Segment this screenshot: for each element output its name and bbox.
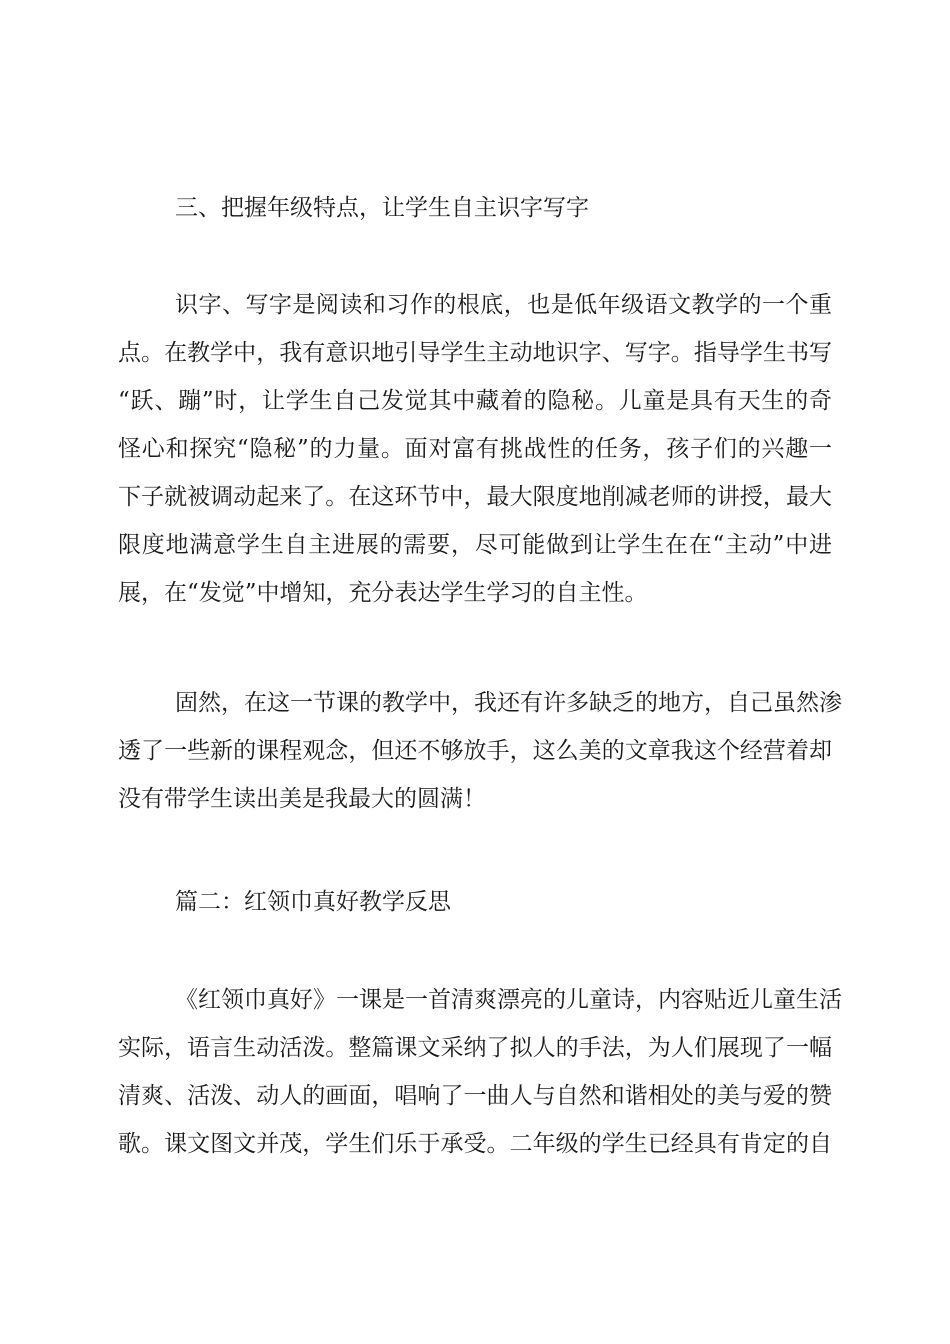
- paragraph-line: 下子就被调动起来了。在这环节中，最大限度地削减老师的讲授，最大: [118, 484, 832, 510]
- paragraph-line: 怪心和探究“隐秘”的力量。面对富有挑战性的任务，孩子们的兴趣一: [118, 436, 832, 462]
- paragraph-line: 点。在教学中，我有意识地引导学生主动地识字、写字。指导学生书写: [118, 340, 832, 366]
- paragraph-line: “跃、蹦”时，让学生自己发觉其中藏着的隐秘。儿童是具有天生的奇: [118, 388, 832, 414]
- section-heading: 三、把握年级特点，让学生自主识字写字: [175, 195, 589, 221]
- paragraph-line: 固然，在这一节课的教学中，我还有许多缺乏的地方，自己虽然渗: [175, 690, 842, 716]
- paragraph-line: 限度地满意学生自主进展的需要，尽可能做到让学生在在“主动”中进: [118, 532, 832, 558]
- paragraph-line: 清爽、活泼、动人的画面，唱响了一曲人与自然和谐相处的美与爱的赞: [118, 1083, 832, 1109]
- section-heading: 篇二：红领巾真好教学反思: [175, 889, 451, 915]
- paragraph-line: 展，在“发觉”中增知，充分表达学生学习的自主性。: [118, 580, 648, 606]
- paragraph-line: 实际，语言生动活泼。整篇课文采纳了拟人的手法，为人们展现了一幅: [118, 1035, 832, 1061]
- paragraph-line: 歌。课文图文并茂，学生们乐于承受。二年级的学生已经具有肯定的自: [118, 1131, 832, 1157]
- paragraph-line: 《红领巾真好》一课是一首清爽漂亮的儿童诗，内容贴近儿童生活: [175, 987, 842, 1013]
- paragraph-line: 透了一些新的课程观念，但还不够放手，这么美的文章我这个经营着却: [118, 738, 832, 764]
- paragraph-line: 识字、写字是阅读和习作的根底，也是低年级语文教学的一个重: [175, 292, 832, 318]
- paragraph-line: 没有带学生读出美是我最大的圆满！: [118, 786, 486, 812]
